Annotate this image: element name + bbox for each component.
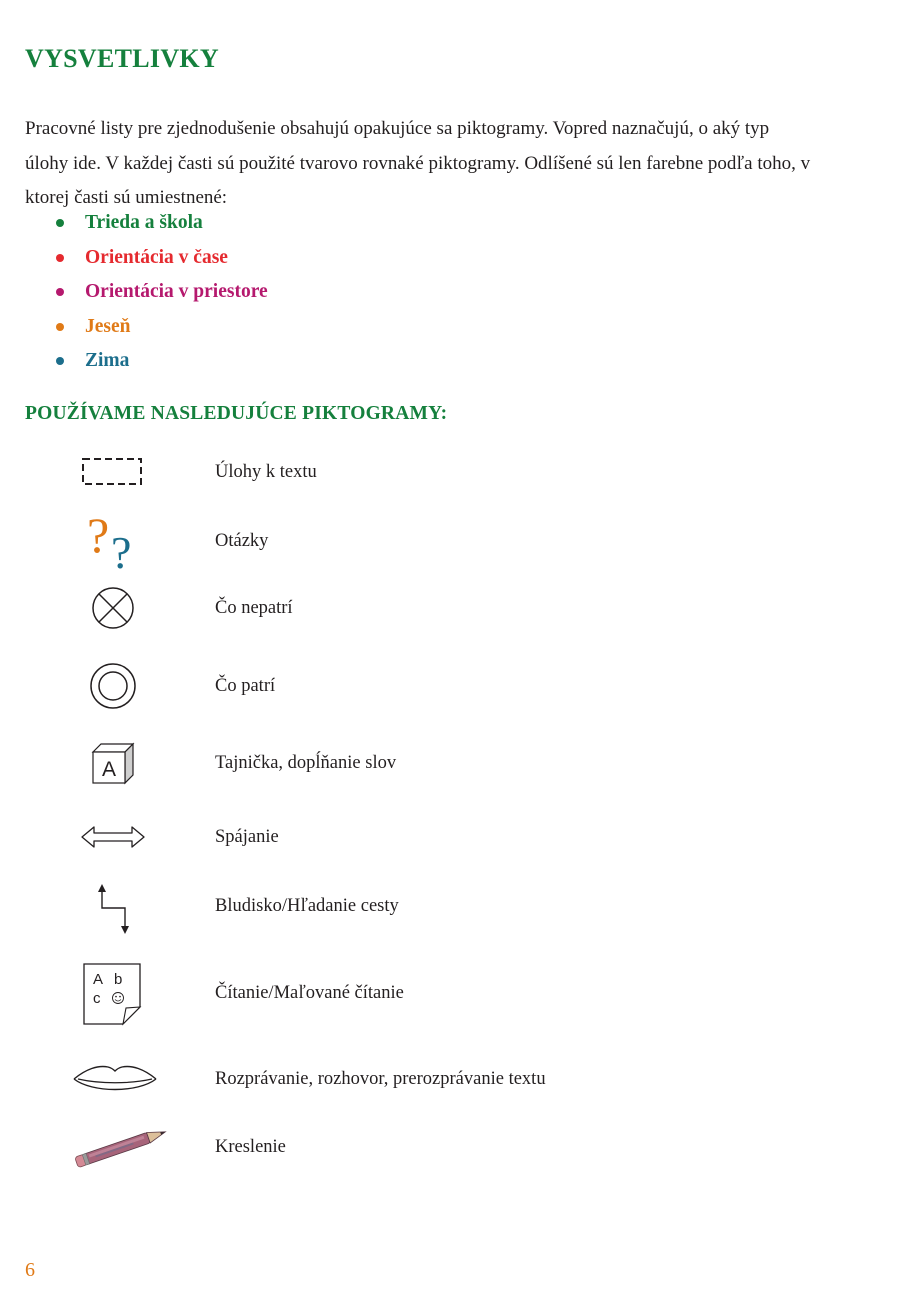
dashed-box-icon bbox=[58, 442, 168, 502]
crossed-circle-icon bbox=[58, 578, 168, 638]
double-arrow-icon bbox=[58, 807, 168, 867]
pencil-icon bbox=[68, 1117, 178, 1177]
pictogram-label: Úlohy k textu bbox=[215, 462, 317, 482]
pictogram-row bbox=[0, 442, 922, 502]
lips-icon bbox=[60, 1049, 170, 1109]
svg-text:?: ? bbox=[87, 510, 110, 563]
double-circle-icon bbox=[58, 656, 168, 716]
intro-paragraph: Pracovné listy pre zjednodušenie obsahujú opakujúce sa piktogramy. Vopred naznačujú, o aký typ úlohy ide. V každej časti sú použité tvarovo rovnaké piktogramy. Odlíšené sú len farebne podľa toho, v ktorej časti sú umiestnené: bbox=[25, 118, 811, 208]
pictogram-row bbox=[0, 733, 922, 793]
category-item bbox=[55, 241, 268, 276]
category-list bbox=[55, 206, 268, 379]
page-title: VYSVETLIVKY bbox=[25, 44, 220, 73]
bullet-icon bbox=[56, 288, 64, 296]
pictogram-label: Bludisko/Hľadanie cesty bbox=[215, 896, 399, 916]
maze-path-icon bbox=[58, 884, 168, 934]
category-label: Trieda a škola bbox=[85, 212, 203, 233]
reading-sheet-icon bbox=[58, 959, 168, 1029]
category-item bbox=[55, 344, 268, 379]
pictogram-row bbox=[0, 1049, 922, 1109]
bullet-icon bbox=[56, 323, 64, 331]
category-label: Orientácia v priestore bbox=[85, 281, 268, 302]
category-label: Zima bbox=[85, 350, 130, 371]
pictogram-label: Kreslenie bbox=[215, 1137, 286, 1157]
pictogram-row bbox=[0, 1117, 922, 1177]
page-number: 6 bbox=[25, 1259, 35, 1281]
bullet-icon bbox=[56, 219, 64, 227]
bullet-icon bbox=[56, 357, 64, 365]
pictogram-label: Spájanie bbox=[215, 827, 279, 847]
question-marks-icon bbox=[58, 511, 168, 571]
svg-text:?: ? bbox=[111, 527, 132, 572]
pictogram-label: Čo nepatrí bbox=[215, 598, 293, 618]
svg-text:A: A bbox=[101, 758, 117, 781]
pictogram-row bbox=[0, 511, 922, 571]
pictogram-label: Otázky bbox=[215, 531, 269, 551]
pictogram-row bbox=[0, 656, 922, 716]
pictogram-label: Čítanie/Maľované čítanie bbox=[215, 983, 404, 1003]
category-item bbox=[55, 310, 268, 345]
pictogram-row bbox=[0, 807, 922, 867]
category-item bbox=[55, 206, 268, 241]
pictogram-label: Rozprávanie, rozhovor, prerozprávanie textu bbox=[215, 1069, 546, 1089]
letter-cube-icon bbox=[58, 733, 168, 793]
pictogram-row bbox=[0, 876, 922, 936]
pictogram-row bbox=[0, 963, 922, 1023]
category-item bbox=[55, 275, 268, 310]
pictogram-row bbox=[0, 578, 922, 638]
svg-text:c: c bbox=[93, 990, 101, 1007]
bullet-icon bbox=[56, 254, 64, 262]
svg-text:A: A bbox=[93, 971, 104, 988]
pictograms-heading: POUŽÍVAME NASLEDUJÚCE PIKTOGRAMY: bbox=[25, 403, 448, 424]
category-label: Jeseň bbox=[85, 315, 131, 337]
pictogram-label: Tajnička, dopĺňanie slov bbox=[215, 753, 397, 773]
category-label: Orientácia v čase bbox=[85, 246, 228, 268]
svg-text:b: b bbox=[114, 971, 123, 988]
pictogram-label: Čo patrí bbox=[215, 676, 276, 696]
